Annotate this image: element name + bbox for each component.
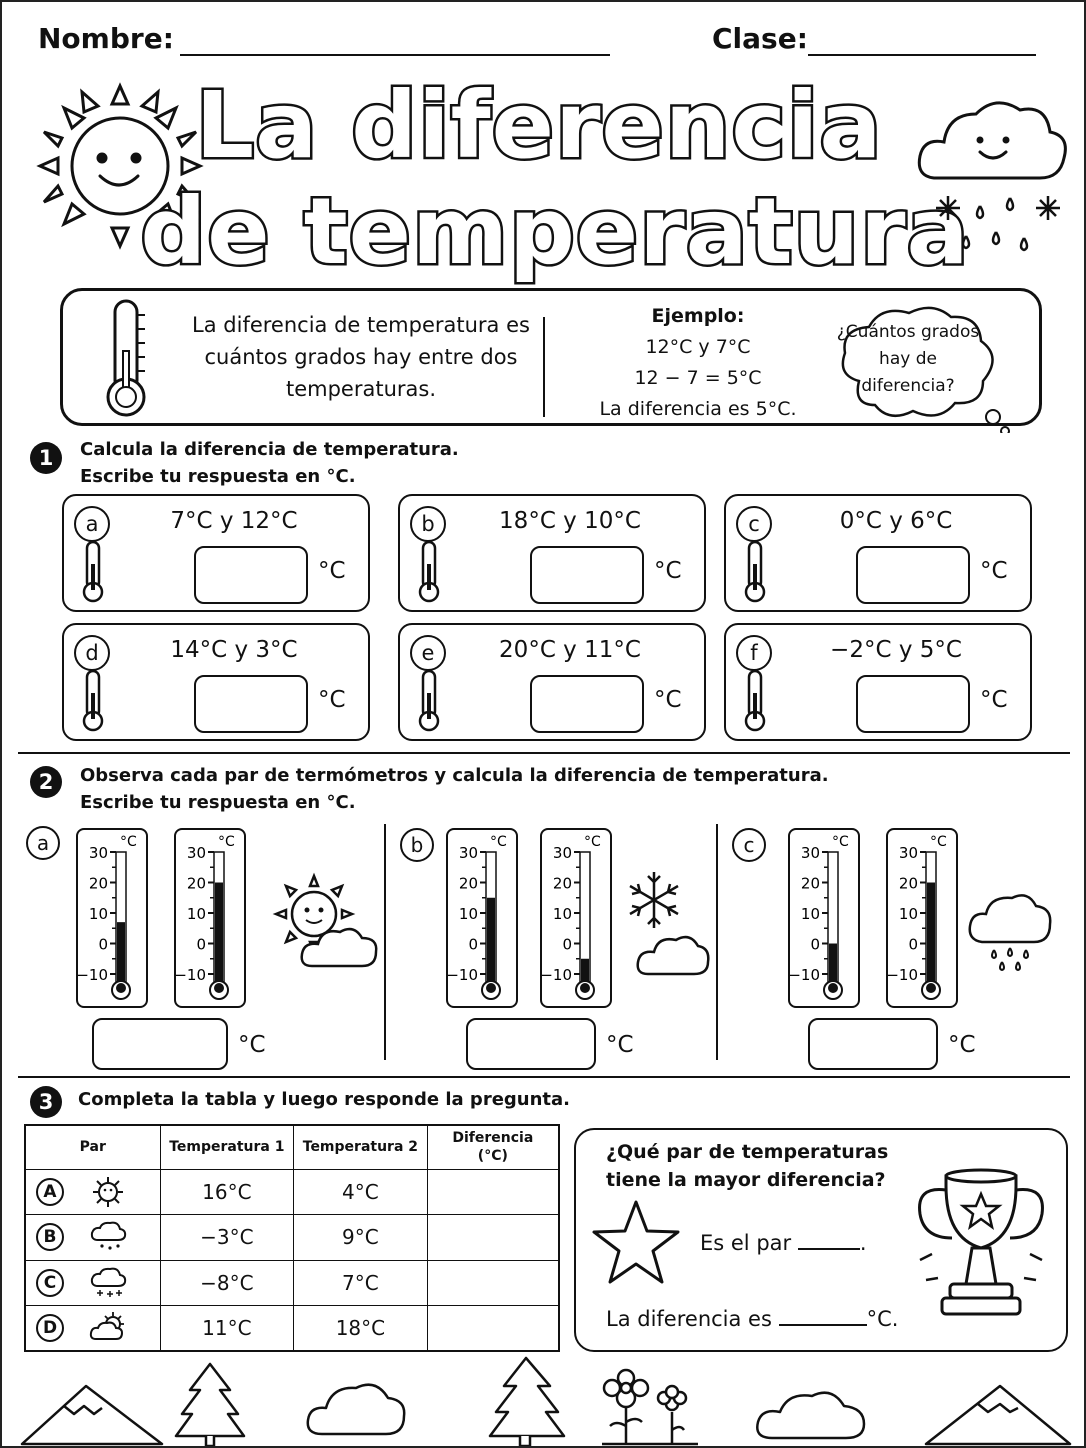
thermometer-icon — [414, 540, 444, 604]
thermometer-icon — [78, 540, 108, 604]
temp1-cell: 16°C — [160, 1169, 294, 1214]
thermometer-c-1 — [788, 828, 860, 1008]
temp2-cell: 9°C — [294, 1215, 428, 1260]
table-row — [25, 1306, 559, 1351]
temp1-cell: −3°C — [160, 1215, 294, 1260]
scale-tick-label: 20 — [88, 874, 108, 893]
scale-tick-label: 30 — [800, 844, 820, 862]
scale-tick-label: 20 — [800, 874, 820, 893]
temp2-cell: 4°C — [294, 1169, 428, 1214]
thermometer-a-1 — [76, 828, 148, 1008]
rain-cloud-icon — [964, 886, 1056, 976]
scale-tick-label: 10 — [800, 905, 820, 923]
trophy-icon — [906, 1164, 1056, 1330]
question-line2: tiene la mayor diferencia? — [606, 1169, 886, 1191]
exercise-card-f — [724, 623, 1032, 741]
scale-tick-label: 0 — [810, 935, 820, 954]
scale-tick-label: −10 — [886, 966, 918, 984]
temp2-cell: 18°C — [294, 1306, 428, 1351]
name-label: Nombre: — [38, 22, 174, 55]
answer-box[interactable] — [194, 546, 308, 604]
unit-label: °C — [318, 558, 346, 584]
thermometer-bulb-fill — [580, 983, 590, 993]
thermometer-icon — [97, 297, 157, 421]
question-box — [574, 1128, 1068, 1352]
partly-cloudy-icon — [88, 1311, 128, 1345]
pair-cell — [25, 1260, 160, 1305]
unit-label: °C — [980, 558, 1008, 584]
question-text — [606, 1138, 888, 1194]
card-pair: −2°C y 5°C — [830, 637, 962, 663]
scale-tick-label: 0 — [98, 935, 108, 954]
card-letter: e — [410, 635, 446, 671]
thermometer-scale — [788, 828, 860, 1008]
class-label: Clase: — [712, 22, 808, 55]
temp1-cell: −8°C — [160, 1260, 294, 1305]
thermometer-scale — [540, 828, 612, 1008]
group-letter-c: c — [732, 828, 766, 862]
scale-tick-label: −10 — [788, 966, 820, 984]
col-header-temp1: Temperatura 1 — [160, 1125, 294, 1169]
answer-line-pair — [700, 1230, 867, 1255]
example-block — [583, 301, 813, 425]
scale-unit: °C — [218, 834, 235, 850]
pair-cell — [25, 1306, 160, 1351]
thermometer-bulb-fill — [926, 983, 936, 993]
section-divider — [18, 1076, 1070, 1078]
scale-tick-label: 30 — [88, 844, 108, 862]
class-field[interactable] — [808, 26, 1036, 56]
difference-cell[interactable] — [427, 1215, 559, 1260]
scale-tick-label: 30 — [552, 844, 572, 862]
thermometer-icon — [78, 669, 108, 733]
exercise-card-a — [62, 494, 370, 612]
scale-unit: °C — [584, 834, 601, 850]
temp2-cell: 7°C — [294, 1260, 428, 1305]
unit-label-a: °C — [238, 1032, 266, 1058]
question-cloud — [833, 301, 983, 407]
example-title: Ejemplo: — [651, 305, 745, 327]
scale-tick-label: 10 — [898, 905, 918, 923]
mercury-level — [927, 883, 935, 989]
thermometer-b-2 — [540, 828, 612, 1008]
scale-tick-label: 30 — [458, 844, 478, 862]
answer-box-a[interactable] — [92, 1018, 228, 1070]
sun-cloud-icon — [262, 868, 382, 972]
answer-box[interactable] — [856, 675, 970, 733]
exercise-card-e — [398, 623, 706, 741]
section1-instruction-line2: Escribe tu respuesta en °C. — [80, 466, 356, 487]
col-header-temp2: Temperatura 2 — [294, 1125, 428, 1169]
answer-suffix: . — [859, 1231, 867, 1255]
section1-number: 1 — [30, 442, 62, 474]
snow-rain-cloud-icon — [914, 88, 1074, 268]
difference-cell[interactable] — [427, 1306, 559, 1351]
question-line1: ¿Qué par de temperaturas — [606, 1141, 889, 1163]
thermometer-bulb-fill — [116, 983, 126, 993]
scale-tick-label: 0 — [562, 935, 572, 954]
table-row — [25, 1215, 559, 1260]
scale-tick-label: 20 — [186, 874, 206, 893]
answer-box-c[interactable] — [808, 1018, 938, 1070]
thermometer-icon — [740, 669, 770, 733]
scale-tick-label: 10 — [186, 905, 206, 923]
definition-text: La diferencia de temperatura es cuántos grados hay entre dos temperaturas. — [192, 313, 530, 401]
thermometer-bulb-fill — [214, 983, 224, 993]
answer-box[interactable] — [194, 675, 308, 733]
exercise-card-d — [62, 623, 370, 741]
card-pair: 14°C y 3°C — [170, 637, 298, 663]
mercury-level — [117, 922, 125, 988]
scale-tick-label: −10 — [76, 966, 108, 984]
scale-tick-label: 10 — [88, 905, 108, 923]
card-pair: 0°C y 6°C — [839, 508, 953, 534]
difference-cell[interactable] — [427, 1169, 559, 1214]
temperature-table — [24, 1124, 560, 1352]
group-divider — [384, 824, 386, 1060]
sun-icon — [88, 1175, 128, 1209]
scale-unit: °C — [120, 834, 137, 850]
scale-tick-label: 10 — [458, 905, 478, 923]
thermometer-scale — [446, 828, 518, 1008]
thermometer-b-1 — [446, 828, 518, 1008]
scale-unit: °C — [832, 834, 849, 850]
thermometer-bulb-fill — [828, 983, 838, 993]
example-line3: La diferencia es 5°C. — [599, 398, 797, 420]
snow-cloud-icon — [88, 1266, 128, 1300]
card-pair: 18°C y 10°C — [499, 508, 641, 534]
exercise-card-b — [398, 494, 706, 612]
thermometer-c-2 — [886, 828, 958, 1008]
section3-number: 3 — [30, 1086, 62, 1118]
answer-box-b[interactable] — [466, 1018, 596, 1070]
rain-cloud-icon — [88, 1220, 128, 1254]
scale-tick-label: 20 — [898, 874, 918, 893]
mercury-level — [215, 883, 223, 989]
section1-instructions — [80, 436, 459, 490]
scale-tick-label: 20 — [552, 874, 572, 893]
row-letter: A — [36, 1178, 64, 1206]
scale-tick-label: 0 — [908, 935, 918, 954]
card-letter: a — [74, 506, 110, 542]
thermometer-scale — [174, 828, 246, 1008]
cloud-question-text: ¿Cuántos grados hay de diferencia? — [836, 322, 980, 396]
temp1-cell: 11°C — [160, 1306, 294, 1351]
answer-box[interactable] — [530, 546, 644, 604]
card-letter: c — [736, 506, 772, 542]
snowflake-cloud-icon — [624, 868, 710, 978]
group-letter-a: a — [26, 826, 60, 860]
answer-line-difference — [606, 1306, 898, 1331]
group-letter-b: b — [400, 828, 434, 862]
unit-label: °C — [654, 558, 682, 584]
col-header-difference: Diferencia (°C) — [427, 1125, 559, 1169]
difference-cell[interactable] — [427, 1260, 559, 1305]
row-letter: C — [36, 1269, 64, 1297]
card-letter: f — [736, 635, 772, 671]
unit-label: °C — [980, 687, 1008, 713]
scale-tick-label: 20 — [458, 874, 478, 893]
thermometer-a-2 — [174, 828, 246, 1008]
card-letter: d — [74, 635, 110, 671]
card-pair: 7°C y 12°C — [170, 508, 298, 534]
section3-instruction: Completa la tabla y luego responde la pregunta. — [78, 1089, 571, 1110]
answer-box[interactable] — [530, 675, 644, 733]
section-divider — [18, 752, 1070, 754]
row-letter: B — [36, 1223, 64, 1251]
pair-cell — [25, 1169, 160, 1214]
scale-tick-label: −10 — [446, 966, 478, 984]
card-letter: b — [410, 506, 446, 542]
thermometer-scale — [76, 828, 148, 1008]
scale-tick-label: 0 — [468, 935, 478, 954]
unit-label-c: °C — [948, 1032, 976, 1058]
mercury-level — [487, 898, 495, 988]
thermometer-icon — [414, 669, 444, 733]
table-row — [25, 1260, 559, 1305]
section2-instruction-line1: Observa cada par de termómetros y calcula la diferencia de temperatura. — [80, 765, 829, 786]
difference-suffix: °C. — [866, 1307, 899, 1331]
section1-instruction-line1: Calcula la diferencia de temperatura. — [80, 439, 459, 460]
exercise-card-c — [724, 494, 1032, 612]
table-row — [25, 1169, 559, 1214]
scale-tick-label: −10 — [174, 966, 206, 984]
difference-answer-blank[interactable] — [779, 1306, 867, 1326]
title-line2: de temperatura — [140, 178, 970, 285]
scale-unit: °C — [490, 834, 507, 850]
unit-label: °C — [318, 687, 346, 713]
scale-tick-label: 10 — [552, 905, 572, 923]
scale-tick-label: 0 — [196, 935, 206, 954]
difference-prefix: La diferencia es — [606, 1307, 772, 1331]
section2-number: 2 — [30, 766, 62, 798]
example-line2: 12 − 7 = 5°C — [634, 367, 762, 389]
group-divider — [716, 824, 718, 1060]
intro-divider — [543, 317, 545, 417]
section2-instructions — [80, 762, 829, 816]
unit-label: °C — [654, 687, 682, 713]
answer-prefix: Es el par — [700, 1231, 792, 1255]
table-header-row — [25, 1125, 559, 1169]
thermometer-scale — [886, 828, 958, 1008]
col-header-pair: Par — [25, 1125, 160, 1169]
example-line1: 12°C y 7°C — [645, 336, 751, 358]
answer-box[interactable] — [856, 546, 970, 604]
name-field[interactable] — [180, 26, 610, 56]
pair-answer-blank[interactable] — [798, 1230, 860, 1250]
title-line1: La diferencia — [195, 72, 883, 179]
scale-unit: °C — [930, 834, 947, 850]
star-icon — [590, 1198, 682, 1286]
unit-label-b: °C — [606, 1032, 634, 1058]
intro-box — [60, 288, 1042, 426]
thermometer-icon — [740, 540, 770, 604]
scale-tick-label: 30 — [898, 844, 918, 862]
card-pair: 20°C y 11°C — [499, 637, 641, 663]
row-letter: D — [36, 1314, 64, 1342]
scale-tick-label: 30 — [186, 844, 206, 862]
section2-instruction-line2: Escribe tu respuesta en °C. — [80, 792, 356, 813]
landscape-decoration — [2, 1356, 1086, 1448]
pair-cell — [25, 1215, 160, 1260]
thermometer-bulb-fill — [486, 983, 496, 993]
scale-tick-label: −10 — [540, 966, 572, 984]
